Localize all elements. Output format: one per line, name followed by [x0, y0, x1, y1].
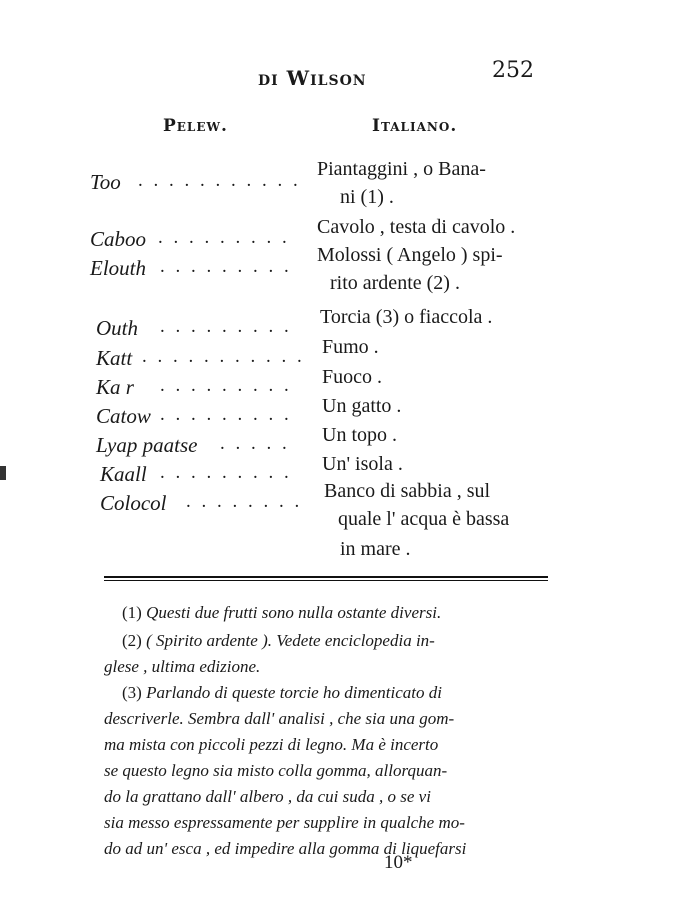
footnote-rule-thin	[104, 580, 548, 581]
entry-leader-dots: . . . . . . . . .	[160, 316, 292, 337]
footnote-text-cont: ma mista con piccoli pezzi di legno. Ma è incerto	[104, 735, 439, 754]
footnote-marker: (3)	[122, 683, 142, 702]
entry-term: Colocol	[100, 491, 167, 515]
signature-mark: 10*	[384, 852, 413, 873]
entry-gloss: Banco di sabbia , sul	[324, 480, 491, 502]
entry-gloss: Fuoco .	[322, 366, 382, 388]
footnote-1	[122, 604, 441, 621]
entry-term: Ka r	[96, 375, 134, 399]
entry-gloss: Piantaggini , o Bana-	[317, 158, 486, 180]
entry-gloss: Un gatto .	[322, 395, 402, 417]
footnote-marker: (2)	[122, 631, 142, 650]
footnote-text: Vedete enciclopedia in-	[276, 631, 435, 650]
footnote-text-cont: do la grattano dall' albero , da cui suda , o se vi	[104, 787, 431, 806]
entry-leader-dots: . . . . . . . . .	[160, 404, 292, 425]
footnote-2	[122, 632, 435, 649]
entry-gloss: Un topo .	[322, 424, 397, 446]
entry-gloss: Torcia (3) o fiaccola .	[320, 306, 493, 328]
entry-gloss-cont: rito ardente (2) .	[330, 272, 460, 294]
page-number: 252	[492, 58, 534, 83]
entry-term: Caboo	[90, 227, 147, 251]
entry-term: Lyap paatse	[96, 433, 198, 457]
footnote-rule	[104, 576, 548, 578]
page-edge-mark	[0, 466, 6, 480]
footnote-text: Parlando di queste torcie ho dimenticato di	[146, 683, 442, 702]
footnote-text: ( Spirito ardente ).	[146, 631, 272, 650]
entry-gloss-cont: in mare .	[340, 538, 411, 560]
footnote-text-cont: se questo legno sia misto colla gomma, allorquan-	[104, 761, 448, 780]
column-header-italiano: Italiano.	[372, 116, 458, 136]
footnote-text: Questi due frutti sono nulla ostante diversi.	[146, 603, 442, 622]
entry-leader-dots: . . . . . . . . .	[160, 375, 292, 396]
entry-term: Kaall	[100, 462, 147, 486]
entry-term: Katt	[96, 346, 133, 370]
entry-gloss: Molossi ( Angelo ) spi-	[317, 244, 503, 266]
entry-term: Elouth	[90, 256, 146, 280]
entry-gloss-cont: ni (1) .	[340, 186, 394, 208]
footnote-text-cont: do ad un' esca , ed impedire alla gomma di liquefarsi	[104, 839, 467, 858]
column-header-pelew: Pelew.	[163, 116, 228, 136]
entry-leader-dots: . . . . . . . .	[186, 491, 303, 512]
entry-leader-dots: . . . . . . . . .	[158, 227, 290, 248]
entry-gloss: Fumo .	[322, 336, 379, 358]
entry-term: Outh	[96, 316, 138, 340]
entry-term: Too	[90, 170, 121, 194]
running-head: di Wilson	[258, 66, 367, 90]
entry-leader-dots: . . . . .	[220, 433, 290, 454]
entry-leader-dots: . . . . . . . . . . .	[142, 346, 305, 367]
entry-gloss-cont: quale l' acqua è bassa	[338, 508, 510, 530]
entry-leader-dots: . . . . . . . . .	[160, 462, 292, 483]
entry-term: Catow	[96, 404, 151, 428]
footnote-3	[122, 684, 442, 701]
entry-gloss: Un' isola .	[322, 453, 403, 475]
footnote-marker: (1)	[122, 603, 142, 622]
footnote-text-cont: sia messo espressamente per supplire in qualche mo-	[104, 813, 465, 832]
entry-leader-dots: . . . . . . . . .	[160, 256, 292, 277]
footnote-text-cont: glese , ultima edizione.	[104, 657, 261, 676]
entry-gloss: Cavolo , testa di cavolo .	[317, 216, 516, 238]
footnote-text-cont: descriverle. Sembra dall' analisi , che sia una gom-	[104, 709, 455, 728]
entry-leader-dots: . . . . . . . . . . .	[138, 170, 301, 191]
